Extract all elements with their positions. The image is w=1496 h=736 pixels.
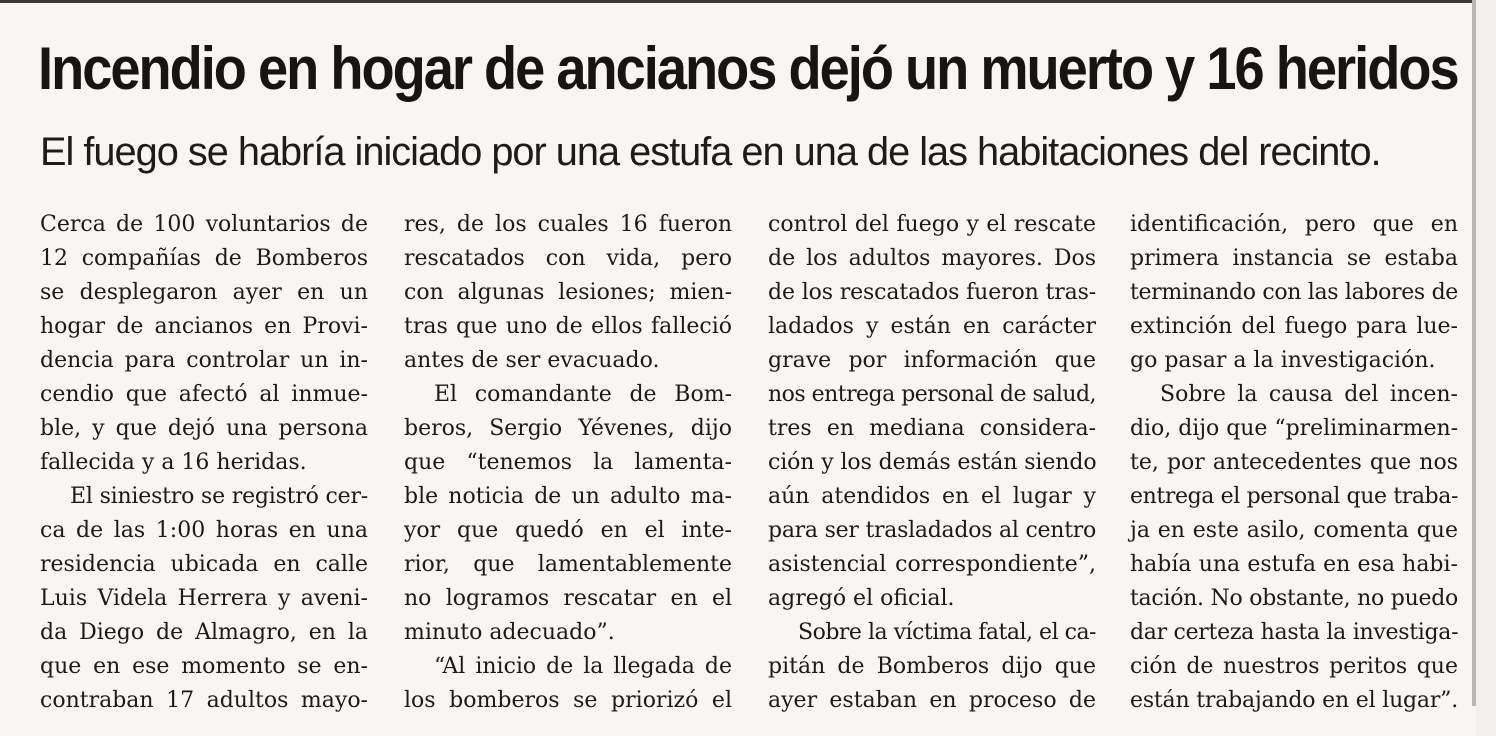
body-text-line: tación. No obstante, no puedo — [1130, 586, 1458, 611]
body-text-line: agregó el oficial. — [768, 586, 955, 611]
body-text-line: identificación, pero que en — [1130, 212, 1458, 237]
body-text-line: Sobre la causa del incen- — [1160, 382, 1458, 407]
subheadline: El fuego se habría iniciado por una estufa en una de las habitaciones del recinto. — [40, 130, 1381, 174]
body-text-line: ción de nuestros peritos que — [1130, 654, 1458, 679]
body-text-line: primera instancia se estaba — [1130, 246, 1458, 271]
body-text-line: ción y los demás están siendo — [768, 450, 1097, 475]
body-text-line: Sobre la víctima fatal, el ca- — [798, 620, 1096, 645]
body-text-line: rescatados con vida, pero — [404, 246, 732, 271]
body-text-line: cendio que afectó al inmue- — [40, 382, 368, 407]
body-text-line: te, por antecedentes que nos — [1130, 450, 1458, 475]
body-text-line: que en ese momento se en- — [40, 654, 368, 679]
body-text-line: dencia para controlar un in- — [40, 348, 368, 373]
body-text-line: para ser trasladados al centro — [768, 518, 1096, 543]
body-text-line: están trabajando en el lugar”. — [1130, 688, 1458, 713]
body-text-line: Luis Videla Herrera y aveni- — [40, 586, 368, 611]
top-rule — [0, 0, 1472, 3]
body-text-line: tras que uno de ellos falleció — [404, 314, 732, 339]
headline: Incendio en hogar de ancianos dejó un muerto y 16 heridos — [38, 35, 1458, 102]
body-text-line: res, de los cuales 16 fueron — [404, 212, 732, 237]
body-text-line: minuto adecuado”. — [404, 620, 615, 645]
body-text-line: El comandante de Bom- — [434, 382, 732, 407]
body-text-line: ladados y están en carácter — [768, 314, 1096, 339]
body-text-line: da Diego de Almagro, en la — [40, 620, 368, 645]
body-text-line: Cerca de 100 voluntarios de — [40, 212, 368, 237]
body-text-line: nos entrega personal de salud, — [768, 382, 1096, 407]
body-text-line: aún atendidos en el lugar y — [768, 484, 1096, 509]
body-text-line: entrega el personal que traba- — [1130, 484, 1458, 509]
body-text-line: 12 compañías de Bomberos — [40, 246, 368, 271]
body-text-line: ca de las 1:00 horas en una — [40, 518, 368, 543]
body-text-line: de los rescatados fueron tras- — [768, 280, 1097, 305]
article-column-4 — [1130, 208, 1458, 718]
body-text-line: rior, que lamentablemente — [404, 552, 732, 577]
body-text-line: “Al inicio de la llegada de — [434, 654, 732, 679]
body-text-line: contraban 17 adultos mayo- — [40, 688, 368, 713]
body-text-line: no logramos rescatar en el — [404, 586, 732, 611]
body-text-line: antes de ser evacuado. — [404, 348, 660, 373]
body-text-line: con algunas lesiones; mien- — [404, 280, 732, 305]
body-text-line: yor que quedó en el inte- — [404, 518, 732, 543]
article-column-2 — [404, 208, 732, 718]
body-text-line: ble noticia de un adulto ma- — [404, 484, 732, 509]
body-text-line: ble, y que dejó una persona — [40, 416, 368, 441]
body-text-line: terminando con las labores de — [1130, 280, 1458, 305]
body-text-line: extinción del fuego para lue- — [1130, 314, 1458, 339]
body-text-line: fallecida y a 16 heridas. — [40, 450, 307, 475]
body-text-line: beros, Sergio Yévenes, dijo — [404, 416, 732, 441]
adjacent-page-edge — [1476, 0, 1496, 736]
body-text-line: asistencial correspondiente”, — [768, 552, 1096, 577]
body-text-line: dar certeza hasta la investiga- — [1130, 620, 1459, 645]
body-text-line: ayer estaban en proceso de — [768, 688, 1096, 713]
body-text-line: que “tenemos la lamenta- — [404, 450, 732, 475]
body-text-line: había una estufa en esa habi- — [1130, 552, 1458, 577]
body-text-line: hogar de ancianos en Provi- — [40, 314, 368, 339]
body-text-line: se desplegaron ayer en un — [40, 280, 368, 305]
body-text-line: pitán de Bomberos dijo que — [768, 654, 1096, 679]
body-text-line: ja en este asilo, comenta que — [1130, 518, 1458, 543]
body-text-line: de los adultos mayores. Dos — [768, 246, 1096, 271]
body-text-line: go pasar a la investigación. — [1130, 348, 1436, 373]
article-column-3 — [768, 208, 1096, 718]
body-text-line: control del fuego y el rescate — [768, 212, 1096, 237]
article-column-1 — [40, 208, 368, 718]
body-text-line: grave por información que — [768, 348, 1096, 373]
body-text-line: residencia ubicada en calle — [40, 552, 368, 577]
body-text-line: los bomberos se priorizó el — [404, 688, 732, 713]
body-text-line: dio, dijo que “preliminarmen- — [1130, 416, 1459, 441]
body-text-line: El siniestro se registró cer- — [70, 484, 368, 509]
body-text-line: tres en mediana considera- — [768, 416, 1096, 441]
